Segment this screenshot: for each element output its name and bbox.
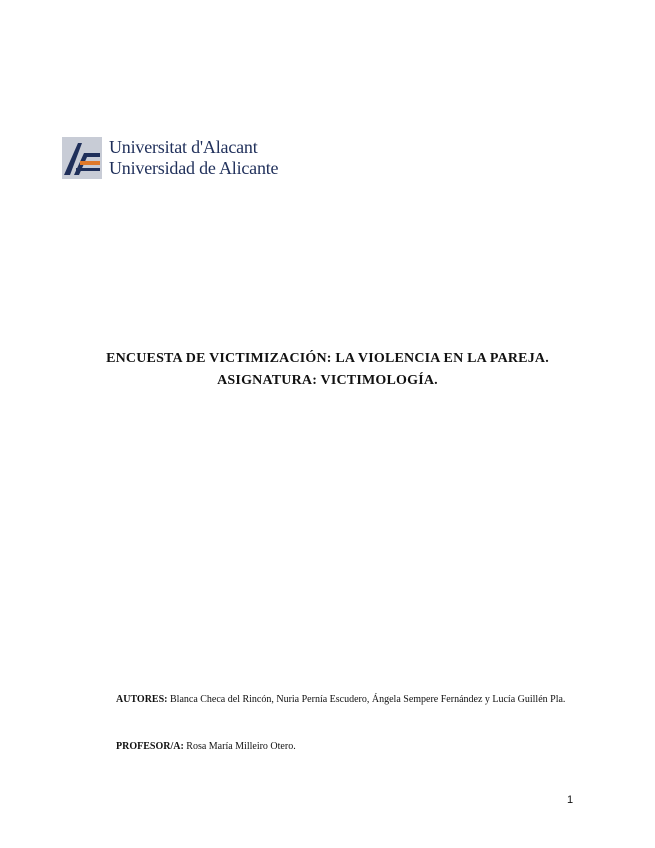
professor-name: Rosa María Milleiro Otero.: [186, 741, 296, 752]
authors-names: Blanca Checa del Rincón, Nuria Pernía Escudero, Ángela Sempere Fernández y Lucía Guillén Pla.: [170, 694, 566, 705]
university-logo: [62, 137, 278, 179]
logo-line-valencian: Universitat d'Alacant: [109, 137, 258, 157]
authors-label: AUTORES:: [116, 694, 168, 705]
title-line-1: ENCUESTA DE VICTIMIZACIÓN: LA VIOLENCIA EN LA PAREJA.: [106, 351, 549, 366]
professor-paragraph: [116, 739, 578, 754]
university-emblem-icon: [62, 137, 102, 179]
logo-line-spanish: Universidad de Alicante: [109, 158, 279, 178]
page-number: 1: [567, 794, 574, 806]
document-title: [40, 348, 615, 392]
title-line-2: ASIGNATURA: VICTIMOLOGÍA.: [217, 373, 438, 388]
professor-label: PROFESOR/A:: [116, 741, 184, 752]
logo-text: [109, 137, 278, 179]
authors-paragraph: [116, 692, 578, 707]
